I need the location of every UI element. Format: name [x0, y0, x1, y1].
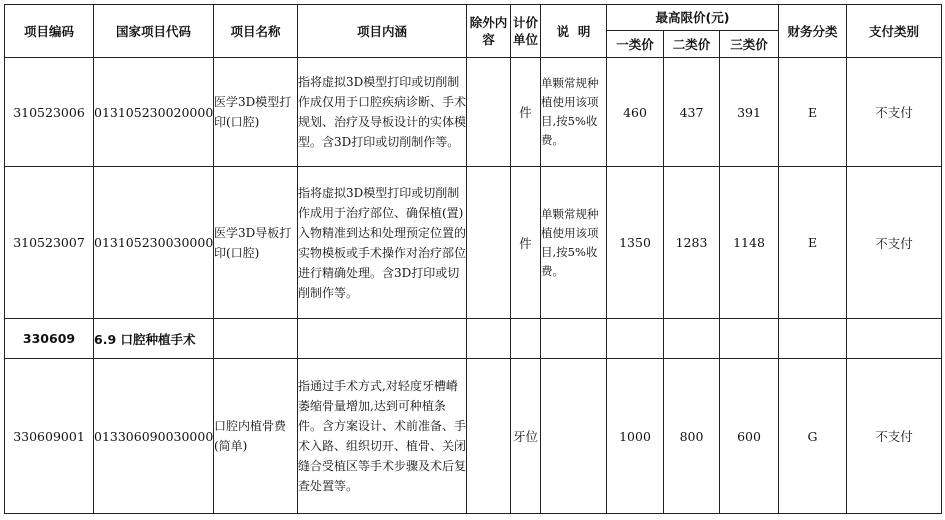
cell-excluded [467, 167, 511, 319]
cell-unit: 件 [511, 58, 541, 167]
cell-content: 指通过手术方式,对轻度牙槽嵴萎缩骨量增加,达到可种植条件。含方案设计、术前准备、手术入路、组织切开、植骨、关闭缝合受植区等手术步骤及术后复查处置等。 [298, 359, 467, 514]
cell-class2: 800 [664, 359, 720, 514]
section-name: 6.9 口腔种植手术 [94, 319, 214, 359]
cell-code: 330609001 [5, 359, 94, 514]
cell-payment: 不支付 [847, 359, 942, 514]
header-note: 说 明 [541, 5, 607, 58]
cell-class3: 600 [720, 359, 779, 514]
table-row [5, 359, 942, 514]
cell-finance: E [779, 58, 847, 167]
header-national-code: 国家项目代码 [94, 5, 214, 58]
cell-class3: 1148 [720, 167, 779, 319]
header-finance: 财务分类 [779, 5, 847, 58]
cell-payment: 不支付 [847, 58, 942, 167]
empty-cell [607, 319, 664, 359]
cell-unit: 牙位 [511, 359, 541, 514]
empty-cell [511, 319, 541, 359]
empty-cell [779, 319, 847, 359]
fee-table [4, 4, 942, 514]
header-payment: 支付类别 [847, 5, 942, 58]
header-content: 项目内涵 [298, 5, 467, 58]
cell-class3: 391 [720, 58, 779, 167]
header-row [5, 5, 942, 31]
cell-finance: G [779, 359, 847, 514]
header-code: 项目编码 [5, 5, 94, 58]
cell-class1: 460 [607, 58, 664, 167]
cell-class2: 1283 [664, 167, 720, 319]
cell-code: 310523007 [5, 167, 94, 319]
empty-cell [847, 319, 942, 359]
cell-name: 医学3D导板打印(口腔) [214, 167, 298, 319]
cell-national-code: 013306090030000 [94, 359, 214, 514]
cell-note: 单颗常规种植使用该项目,按5%收费。 [541, 58, 607, 167]
cell-excluded [467, 359, 511, 514]
cell-name: 口腔内植骨费(简单) [214, 359, 298, 514]
header-excluded: 除外内容 [467, 5, 511, 58]
cell-note [541, 359, 607, 514]
cell-finance: E [779, 167, 847, 319]
empty-cell [664, 319, 720, 359]
header-class1: 一类价 [607, 31, 664, 58]
cell-national-code: 013105230020000 [94, 58, 214, 167]
header-class2: 二类价 [664, 31, 720, 58]
section-row [5, 319, 942, 359]
empty-cell [214, 319, 298, 359]
cell-name: 医学3D模型打印(口腔) [214, 58, 298, 167]
cell-excluded [467, 58, 511, 167]
table-row [5, 58, 942, 167]
cell-class1: 1000 [607, 359, 664, 514]
cell-payment: 不支付 [847, 167, 942, 319]
empty-cell [467, 319, 511, 359]
cell-national-code: 013105230030000 [94, 167, 214, 319]
header-unit: 计价单位 [511, 5, 541, 58]
cell-content: 指将虚拟3D模型打印或切削制作成用于治疗部位、确保植(置)入物精准到达和处理预定位置的实物模板或手术操作对治疗部位进行精确处理。含3D打印或切削制作等。 [298, 167, 467, 319]
header-name: 项目名称 [214, 5, 298, 58]
table-row [5, 167, 942, 319]
empty-cell [720, 319, 779, 359]
cell-class2: 437 [664, 58, 720, 167]
cell-content: 指将虚拟3D模型打印或切削制作成仅用于口腔疾病诊断、手术规划、治疗及导板设计的实体模型。含3D打印或切削制作等。 [298, 58, 467, 167]
cell-note: 单颗常规种植使用该项目,按5%收费。 [541, 167, 607, 319]
cell-code: 310523006 [5, 58, 94, 167]
cell-unit: 件 [511, 167, 541, 319]
header-class3: 三类价 [720, 31, 779, 58]
section-code: 330609 [5, 319, 94, 359]
empty-cell [541, 319, 607, 359]
cell-class1: 1350 [607, 167, 664, 319]
header-max-price: 最高限价(元) [607, 5, 779, 31]
empty-cell [298, 319, 467, 359]
